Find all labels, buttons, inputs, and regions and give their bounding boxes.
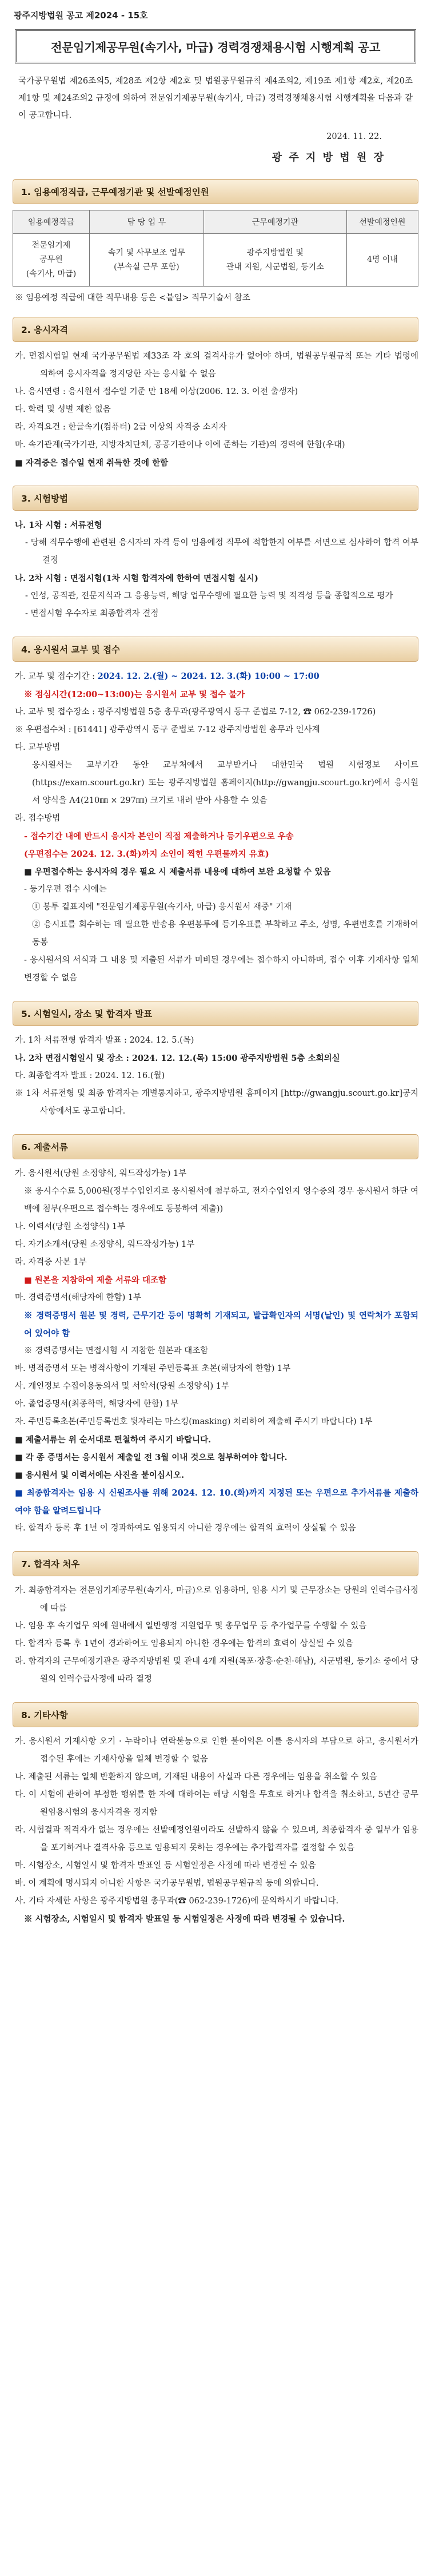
schedule-note: ※ 1차 서류전형 및 최종 합격자는 개별통지하고, 광주지방법원 홈페이지 [http://gwangju.scourt.go.kr]공지사항에서도 공고합니다. — [15, 1089, 418, 1116]
grade-line: (속기사, 마급) — [26, 269, 77, 279]
return-envelope-rule: ② 응시표를 회수하는 데 필요한 반송용 우편봉투에 등기우표를 부착하고 주소, 성명, 우편번호를 기재하여 동봉 — [32, 920, 418, 947]
th-org: 근무예정기관 — [203, 210, 346, 234]
misc-item: 라. 시험결과 적격자가 없는 경우에는 선발예정인원이라도 선발하지 않을 수 있으며, 최종합격자 중 일부가 임용을 포기하거나 결격사유 등으로 임용되지 못하는 경우에는 추가합격자를 결정할 수 있음 — [15, 1826, 418, 1853]
misc-item: 사. 기타 자세한 사항은 광주지방법원 총무과(☎ 062-239-1726)에 문의하시기 바랍니다. — [15, 1897, 339, 1906]
doc-note: ※ 경력증명서는 면접시험 시 지참한 원본과 대조함 — [24, 1346, 209, 1355]
th-grade: 임용예정직급 — [13, 210, 90, 234]
misc-item: 나. 제출된 서류는 일체 반환하지 않으며, 기재된 내용이 사실과 다른 경우에는 임용을 취소할 수 있음 — [15, 1772, 378, 1782]
table-row — [13, 234, 418, 287]
duty-line: 속기 및 사무보조 업무 — [107, 248, 185, 257]
qual-item: 라. 자격요건 : 한글속기(컴퓨터) 2급 이상의 자격증 소지자 — [15, 423, 227, 432]
submit-rule: - 접수기간 내에 반드시 응시자 본인이 직접 제출하거나 등기우편으로 우송 — [24, 832, 294, 841]
section-2-header: 2. 응시자격 — [13, 317, 418, 342]
qual-item: 마. 속기관계(국가기관, 지방자치단체, 공공기관이나 이에 준하는 기관)의 경력에 한함(우대) — [15, 440, 345, 450]
signer-name: 광 주 지 방 법 원 장 — [272, 152, 385, 164]
treatment-item: 다. 합격자 등록 후 1년이 경과하여도 임용되지 아니한 경우에는 합격의 효력이 상실될 수 있음 — [15, 1639, 354, 1648]
cell-grade — [13, 234, 90, 287]
qual-item: 나. 응시연령 : 응시원서 접수일 기준 만 18세 이상(2006. 12. 3. 이전 출생자) — [15, 387, 298, 396]
registered-mail-note: - 등기우편 접수 시에는 — [24, 885, 107, 894]
application-place: 나. 교부 및 접수장소 : 광주지방법원 5층 총무과(광주광역시 동구 준법로 7-12, ☎ 062-239-1726) — [15, 707, 376, 717]
misc-item: 가. 응시원서 기재사항 오기 · 누락이나 연락불능으로 인한 불이익은 이를 응시자의 부담으로 하고, 응시원서가 접수된 후에는 기재사항을 일체 변경할 수 없음 — [15, 1737, 418, 1764]
schedule-item: 나. 2차 면접시험일시 및 장소 : 2024. 12. 12.(목) 15:00 광주지방법원 5층 소회의실 — [15, 1054, 340, 1063]
lunch-note: ※ 점심시간(12:00~13:00)는 응시원서 교부 및 접수 불가 — [24, 690, 245, 699]
doc-note: ■ 원본을 지참하여 제출 서류와 대조함 — [24, 1275, 167, 1285]
doc-item: 가. 응시원서(당원 소정양식, 워드작성가능) 1부 — [15, 1169, 187, 1178]
intro-paragraph: 국가공무원법 제26조의5, 제28조 제2항 제2호 및 법원공무원규칙 제4조의2, 제19조 제1항 제2호, 제20조 제1항 및 제24조의2 규정에 의하여 전문임기제공무원(속기사, 마급) 경력경쟁채용시험 시행계획을 다음과 같이 공고합니다. — [18, 77, 413, 120]
application-period — [13, 667, 418, 686]
doc-note: ※ 응시수수료 5,000원(정부수입인지로 응시원서에 첨부하고, 전자수입인지 영수증의 경우 응시원서 하단 여백에 첨부(우편으로 접수하는 경우에도 동봉하여 제출)) — [24, 1187, 418, 1214]
qual-item: 가. 면접시험일 현재 국가공무원법 제33조 각 호의 결격사유가 없어야 하며, 법원공무원규칙 또는 기타 법령에 의하여 응시자격을 정지당한 자는 응시할 수 없음 — [15, 352, 418, 379]
exam-detail: - 당해 직무수행에 관련된 응시자의 자격 등이 임용예정 직무에 적합한지 여부를 서면으로 심사하여 합격 여부 결정 — [25, 538, 418, 565]
misc-item: 다. 이 시험에 관하여 부정한 행위를 한 자에 대하여는 해당 시험을 무효로 하거나 합격을 취소하고, 5년간 공무원임용시험의 응시자격을 정지함 — [15, 1790, 418, 1817]
envelope-rule: ① 봉투 겉표지에 "전문임기제공무원(속기사, 마급) 응시원서 재중" 기재 — [32, 903, 292, 912]
section-4-header: 4. 응시원서 교부 및 접수 — [13, 637, 418, 662]
issue-method-detail: 응시원서는 교부기간 동안 교부처에서 교부받거나 대한민국 법원 시험정보 사이트 (https://exam.scourt.go.kr) 또는 광주지방법원 홈페이지(http://gwangju.scourt.go.kr)에서 응시원서 양식을 A4(210㎜ × 297㎜) 크기로 내려 받아 사용할 수 있음 — [32, 761, 418, 805]
notice-date: 2024. 11. 22. — [326, 132, 382, 141]
qual-note: ■ 자격증은 접수일 현재 취득한 것에 한함 — [15, 458, 169, 468]
misc-star: ※ 시험장소, 시험일시 및 합격자 발표일 등 시험일정은 사정에 따라 변경될 수 있습니다. — [24, 1914, 345, 1924]
doc-star: ■ 각 종 증명서는 응시원서 제출일 전 3월 이내 것으로 첨부하여야 합니다. — [15, 1453, 288, 1462]
notice-number: 광주지방법원 공고 제2024 - 15호 — [14, 10, 148, 21]
doc-note: ※ 경력증명서 원본 및 경력, 근무기간 등이 명확히 기재되고, 발급확인자의 서명(날인) 및 연락처가 포함되어 있어야 함 — [24, 1311, 418, 1338]
doc-star: ■ 응시원서 및 이력서에는 사진을 붙이십시오. — [15, 1470, 185, 1480]
submit-method-title: 라. 접수방법 — [15, 814, 61, 823]
incomplete-note: - 응시원서의 서식과 그 내용 및 제출된 서류가 미비된 경우에는 접수하지 아니하며, 접수 이후 기재사항 일체 변경할 수 없음 — [24, 956, 418, 983]
exam-stage-2: 나. 2차 시험 : 면접시험(1차 시험 합격자에 한하여 면접시험 실시) — [15, 574, 258, 583]
schedule-item: 다. 최종합격자 발표 : 2024. 12. 16.(월) — [15, 1071, 165, 1080]
issue-method-title: 다. 교부방법 — [15, 743, 61, 752]
mail-deadline: (우편접수는 2024. 12. 3.(화)까지 소인이 찍힌 우편물까지 유효) — [24, 849, 269, 859]
doc-item: 라. 자격증 사본 1부 — [15, 1258, 87, 1267]
period-label: 가. 교부 및 접수기간 : — [15, 672, 95, 681]
doc-item: 마. 경력증명서(해당자에 한함) 1부 — [15, 1293, 142, 1302]
doc-star: ■ 최종합격자는 임용 시 신원조사를 위해 2024. 12. 10.(화)까지 지정된 또는 우편으로 추가서류를 제출하여야 함을 알려드립니다 — [15, 1488, 418, 1516]
cell-count: 4명 이내 — [346, 234, 418, 287]
doc-item: 사. 개인정보 수집이용동의서 및 서약서(당원 소정양식) 1부 — [15, 1382, 229, 1391]
treatment-item: 가. 최종합격자는 전문임기제공무원(속기사, 마급)으로 임용하며, 임용 시기 및 근무장소는 당원의 인력수급사정에 따름 — [15, 1586, 418, 1613]
schedule-item: 가. 1차 서류전형 합격자 발표 : 2024. 12. 5.(목) — [15, 1036, 194, 1045]
doc-item: 타. 합격자 등록 후 1년 이 경과하여도 임용되지 아니한 경우에는 합격의 효력이 상실될 수 있음 — [15, 1524, 356, 1533]
exam-detail: - 인성, 공직관, 전문지식과 그 응용능력, 해당 업무수행에 필요한 능력 및 적격성 등을 종합적으로 평가 — [25, 591, 393, 601]
th-count: 선발예정인원 — [346, 210, 418, 234]
section-8-header: 8. 기타사항 — [13, 1702, 418, 1727]
section-7-header: 7. 합격자 처우 — [13, 1551, 418, 1576]
position-table — [13, 210, 418, 287]
duty-line: (부속실 근무 포함) — [114, 262, 179, 272]
cell-duty — [89, 234, 203, 287]
doc-item: 자. 주민등록초본(주민등록번호 뒷자리는 마스킹(masking) 처리하여 제출해 주시기 바랍니다) 1부 — [15, 1417, 373, 1426]
period-value: 2024. 12. 2.(월) ~ 2024. 12. 3.(화) 10:00 ~ 17:00 — [97, 671, 320, 681]
section-1-header: 1. 임용예정직급, 근무예정기관 및 선발예정인원 — [13, 179, 418, 204]
exam-stage-1: 나. 1차 시험 : 서류전형 — [15, 520, 102, 530]
doc-item: 아. 졸업증명서(최종학력, 해당자에 한함) 1부 — [15, 1400, 179, 1409]
org-line: 광주지방법원 및 — [246, 248, 304, 257]
section-6-header: 6. 제출서류 — [13, 1134, 418, 1159]
treatment-item: 나. 임용 후 속기업무 외에 원내에서 일반행정 지원업무 및 총무업무 등 추가업무를 수행할 수 있음 — [15, 1621, 367, 1631]
cell-org — [203, 234, 346, 287]
mail-address: ※ 우편접수처 : [61441] 광주광역시 동구 준법로 7-12 광주지방법원 총무과 인사계 — [15, 725, 320, 734]
treatment-item: 라. 합격자의 근무예정기관은 광주지방법원 및 관내 4개 지원(목포·장흥·순천·해남), 시군법원, 등기소 중에서 당원의 인력수급사정에 따라 결정 — [15, 1657, 418, 1684]
page-title: 전문임기제공무원(속기사, 마급) 경력경쟁채용시험 시행계획 공고 — [15, 29, 416, 63]
section-3-header: 3. 시험방법 — [13, 486, 418, 511]
doc-item: 다. 자기소개서(당원 소정양식, 워드작성가능) 1부 — [15, 1240, 195, 1249]
qual-item: 다. 학력 및 성별 제한 없음 — [15, 405, 111, 414]
supplement-note: ■ 우편접수하는 응시자의 경우 필요 시 제출서류 내용에 대하여 보완 요청할 수 있음 — [24, 867, 331, 877]
misc-item: 바. 이 계획에 명시되지 아니한 사항은 국가공무원법, 법원공무원규칙 등에 의합니다. — [15, 1879, 319, 1888]
table-note: ※ 임용예정 직급에 대한 직무내용 등은 <붙임> 직무기술서 참조 — [15, 293, 250, 303]
grade-line: 전문임기제 — [31, 241, 71, 250]
th-duty: 담 당 업 무 — [89, 210, 203, 234]
section-5-header: 5. 시험일시, 장소 및 합격자 발표 — [13, 1001, 418, 1026]
exam-detail: - 면접시험 우수자로 최종합격자 결정 — [25, 609, 159, 618]
doc-item: 바. 병적증명서 또는 병적사항이 기재된 주민등록표 초본(해당자에 한함) 1부 — [15, 1364, 291, 1373]
misc-item: 마. 시험장소, 시험일시 및 합격자 발표일 등 시험일정은 사정에 따라 변경될 수 있음 — [15, 1861, 316, 1870]
grade-line: 공무원 — [39, 255, 63, 264]
table-header-row — [13, 210, 418, 234]
doc-star: ■ 제출서류는 위 순서대로 편철하여 주시기 바랍니다. — [15, 1435, 211, 1445]
doc-item: 나. 이력서(당원 소정양식) 1부 — [15, 1222, 126, 1231]
org-line: 관내 지원, 시군법원, 등기소 — [226, 262, 324, 272]
